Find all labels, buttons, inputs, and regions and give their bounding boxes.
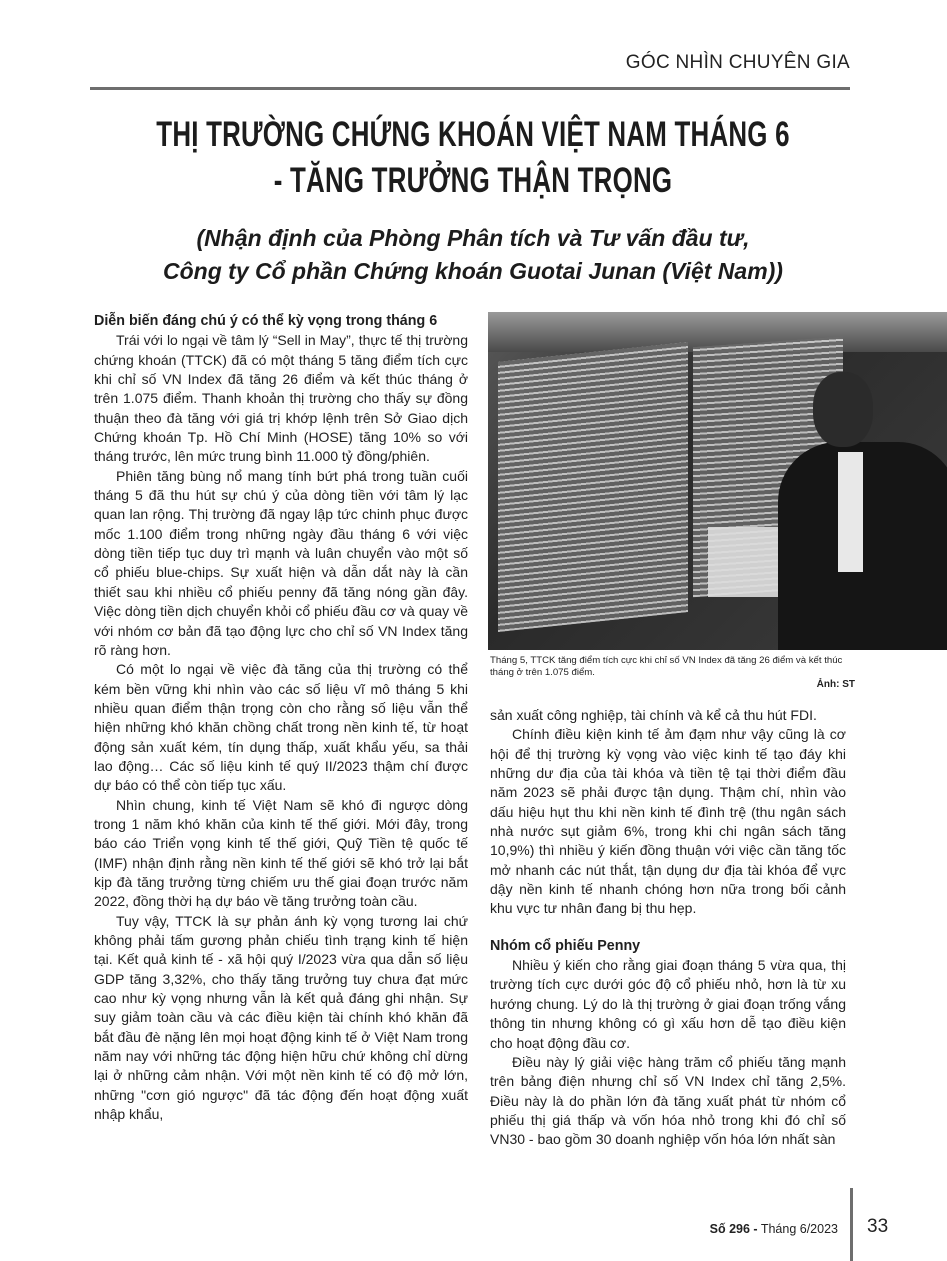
paragraph: Trái với lo ngại về tâm lý “Sell in May”, thực tế thị trường chứng khoán (TTCK) đã có một tháng 5 tăng điểm tích cực khi chỉ số VN Index đã tăng 26 điểm và kết thúc tháng ở trên 1.075 điểm. Thanh khoản thị trường cho thấy sự đồng thuận theo đà tăng với giá trị khớp lệnh trên Sở Giao dịch Chứng khoán Tp. Hồ Chí Minh (HOSE) tăng 10% so với tháng trước, lên mức trung bình 11.000 tỷ đồng/phiên. [94,332,468,465]
header-rule [90,87,850,90]
paragraph: Chính điều kiện kinh tế ảm đạm như vậy cũng là cơ hội để thị trường kỳ vọng vào việc kinh tế tạo đáy khi những dư địa của tài khóa và tiền tệ tại thời điểm đầu năm 2023 sẽ phải được tận dụng. Thậm chí, nhìn vào dấu hiệu hụt thu khi nền kinh tế đình trệ (thu ngân sách nhà nước sụt giảm 6%, trong khi chi ngân sách tăng 10,9%) thì nhiều ý kiến đồng thuận với việc cần tăng tốc mở nhanh các nút thắt, tận dụng dư địa tài khóa để vực dậy nền kinh tế nhanh chóng hơn nữa trong bối cảnh khu vực tư nhân đang bị thu hẹp. [490,726,846,917]
title-line-1: THỊ TRƯỜNG CHỨNG KHOÁN VIỆT NAM THÁNG 6 [156,115,790,154]
article-photo [488,312,947,650]
left-column [94,312,468,1124]
footer-issue [680,1222,838,1236]
paragraph: Phiên tăng bùng nổ mang tính bứt phá trong tuần cuối tháng 5 đã thu hút sự chú ý của dòng tiền với tâm lý lạc quan lan rộng. Thị trường đã ngay lập tức chinh phục được mốc 1.100 điểm trong những ngày đầu tháng 6 với việc dòng tiền tiếp tục duy trì mạnh và luân chuyển vào một số cổ phiếu blue-chips. Sự xuất hiện và dẫn dắt này là cần thiết sau khi nhiều cổ phiếu penny đã tăng nóng gần đây. Việc dòng tiền dịch chuyển khỏi cổ phiếu đầu cơ và quay về với nhóm cơ bản đã tạo động lực cho chỉ số VN Index tăng rõ ràng hơn. [94,467,468,658]
photo-caption-block [490,655,855,691]
subtitle-line-1: (Nhận định của Phòng Phân tích và Tư vấn đầu tư, [196,225,750,251]
photo-person-shirt [838,452,863,572]
paragraph-continuation: sản xuất công nghiệp, tài chính và kể cả thu hút FDI. [490,707,817,723]
section-heading: Diễn biến đáng chú ý có thể kỳ vọng trong tháng 6 [94,313,438,329]
paragraph: Nhiều ý kiến cho rằng giai đoạn tháng 5 vừa qua, thị trường tích cực dưới góc độ cổ phiếu nhỏ, hơn là từ xu hướng chung. Lý do là thị trường ở giai đoạn trống vắng thông tin nhưng không có gì xấu hơn dễ tạo điều kiện cho hoạt động đầu cơ. [490,957,846,1051]
photo-caption: Tháng 5, TTCK tăng điểm tích cực khi chỉ số VN Index đã tăng 26 điểm và kết thúc tháng ở trên 1.075 điểm. [490,655,843,678]
photo-stock-board [498,342,688,632]
issue-number: Số 296 - [709,1222,758,1236]
section-label: GÓC NHÌN CHUYÊN GIA [625,52,850,73]
paragraph: Nhìn chung, kinh tế Việt Nam sẽ khó đi ngược dòng trong 1 năm khó khăn của kinh tế thế giới. Mới đây, trong báo cáo Triển vọng kinh tế thế giới, Quỹ Tiền tệ quốc tế (IMF) nhận định rằng nền kinh tế thế giới sẽ khó trở lại bắt kịp đà tăng trưởng từng chiếm ưu thế giai đoạn trước năm 2022, đồng thời hạ dự báo về tăng trưởng toàn cầu. [94,796,468,910]
right-column [490,706,846,1150]
paragraph: Tuy vậy, TTCK là sự phản ánh kỳ vọng tương lai chứ không phải tấm gương phản chiếu tình trạng kinh tế hiện tại. Kết quả kinh tế - xã hội quý I/2023 vừa qua dẫn số liệu GDP tăng 3,32%, cho thấy tăng trưởng tuy chưa đạt mức cao như kỳ vọng nhưng vẫn là kết quả đáng ghi nhận. Sự suy giảm toàn cầu và các điều kiện tài chính khó khăn đã bắt đầu đè nặng lên mọi hoạt động kinh tế ở Việt Nam trong năm nay với những tác động hiện hữu chứ không chỉ dừng lại ở những cảm nhận. Với một nền kinh tế có độ mở lớn, những "cơn gió ngược" đã tác động đến hoạt động xuất nhập khẩu, [94,912,468,1123]
subtitle-line-2: Công ty Cổ phần Chứng khoán Guotai Junan (Việt Nam)) [163,258,783,284]
paragraph: Có một lo ngại về việc đà tăng của thị trường có thể kém bền vững khi nhìn vào các số liệu vĩ mô tháng 5 khi nhiều quan điểm thận trọng còn cho rằng số liệu vẫn thể hiện những khó khăn chồng chất trong nền kinh tế, từ hoạt động sản xuất kém, tín dụng thấp, xuất khẩu yếu, sa thải lao động… Các số liệu kinh tế quý II/2023 thậm chí được dự báo có thể còn tiếp tục xấu. [94,661,468,794]
page-number: 33 [867,1216,889,1237]
paragraph: Điều này lý giải việc hàng trăm cổ phiếu tăng mạnh trên bảng điện nhưng chỉ số VN Index chỉ tăng 2,5%. Điều này là do phần lớn đà tăng xuất phát từ nhóm cổ phiếu thị giá thấp và vốn hóa nhỏ trong khi đó chỉ số VN30 - bao gồm 30 doanh nghiệp vốn hóa lớn nhất sàn [490,1053,846,1148]
footer-rule [850,1188,853,1261]
title-line-2: - TĂNG TRƯỞNG THẬN TRỌNG [273,161,673,200]
article-title [156,112,789,204]
section-heading: Nhóm cổ phiếu Penny [490,937,641,954]
issue-date: Tháng 6/2023 [757,1222,838,1236]
article-subtitle [163,222,783,288]
photo-person-head [813,372,873,447]
photo-credit: Ảnh: ST [816,679,855,690]
